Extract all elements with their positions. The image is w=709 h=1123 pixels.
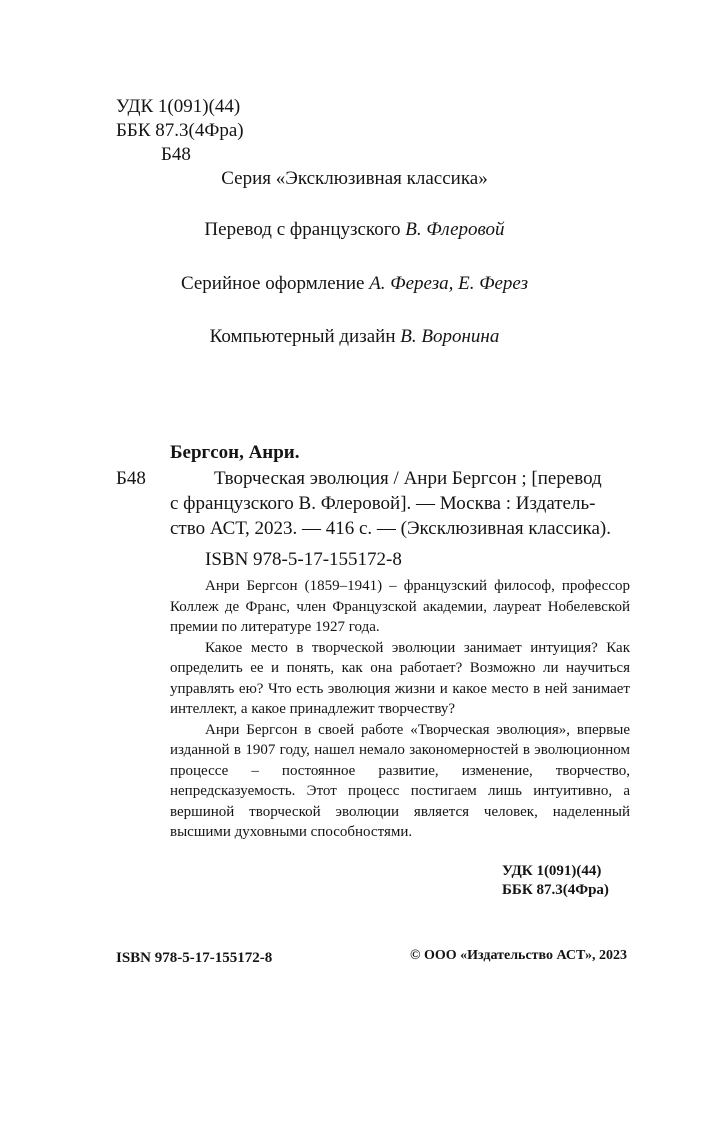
catalog-mark: Б48 xyxy=(116,468,146,489)
annotation xyxy=(170,576,630,843)
computer-design-line xyxy=(0,325,709,349)
author-mark: Б48 xyxy=(161,144,191,165)
series-line: Серия «Эксклюзивная классика» xyxy=(221,168,488,189)
translation-line xyxy=(0,218,709,242)
copyright-line: © ООО «Издательство АСТ», 2023 xyxy=(410,948,628,963)
footer-isbn: ISBN 978-5-17-155172-8 xyxy=(116,950,273,966)
series-design-line xyxy=(0,272,709,296)
series-design-label: Серийное оформление xyxy=(180,273,365,294)
catalog-line-3: ство АСТ, 2023. — 416 с. — (Эксклюзивная классика). xyxy=(170,518,611,539)
translator-name: В. Флеровой xyxy=(405,219,505,240)
annotation-paragraph-2: Какое место в творческой эволюции занимает интуиция? Как определить ее и понять, как она работает? Возможно ли научиться управлять ею? Что есть эволюция жизни и какое место в ней занимает интеллект, а какое принадлежит творчеству? xyxy=(170,639,630,717)
bbk-code: ББК 87.3(4Фра) xyxy=(116,120,244,141)
computer-design-label: Компьютерный дизайн xyxy=(209,326,396,347)
catalog-line-2: с французского В. Флеровой]. — Москва : Издатель- xyxy=(170,493,596,514)
catalog-line-1: Творческая эволюция / Анри Бергсон ; [перевод xyxy=(214,468,602,489)
series-designers: А. Фереза, Е. Ферез xyxy=(369,273,529,294)
udk-code: УДК 1(091)(44) xyxy=(116,96,241,117)
catalog-heading: Бергсон, Анри. xyxy=(170,442,300,463)
annotation-paragraph-3: Анри Бергсон в своей работе «Творческая эволюция», впервые изданной в 1907 году, нашел немало закономерностей в эволюционном процессе – постоянное развитие, изменение, творчество, непредсказуемость. Этот процесс постигаем лишь интуитивно, а вершиной творческой эволюции является человек, наделенный высшими духовными способностями. xyxy=(170,721,630,840)
classification-bbk: ББК 87.3(4Фра) xyxy=(502,882,609,898)
catalog-isbn: ISBN 978-5-17-155172-8 xyxy=(205,549,402,570)
translation-label: Перевод с французского xyxy=(204,219,401,240)
annotation-paragraph-1: Анри Бергсон (1859–1941) – французский философ, профессор Коллеж де Франс, член Французской академии, лауреат Нобелевской премии по литературе 1927 года. xyxy=(170,578,630,635)
classification-udk: УДК 1(091)(44) xyxy=(502,863,602,879)
computer-designer: В. Воронина xyxy=(400,326,500,347)
